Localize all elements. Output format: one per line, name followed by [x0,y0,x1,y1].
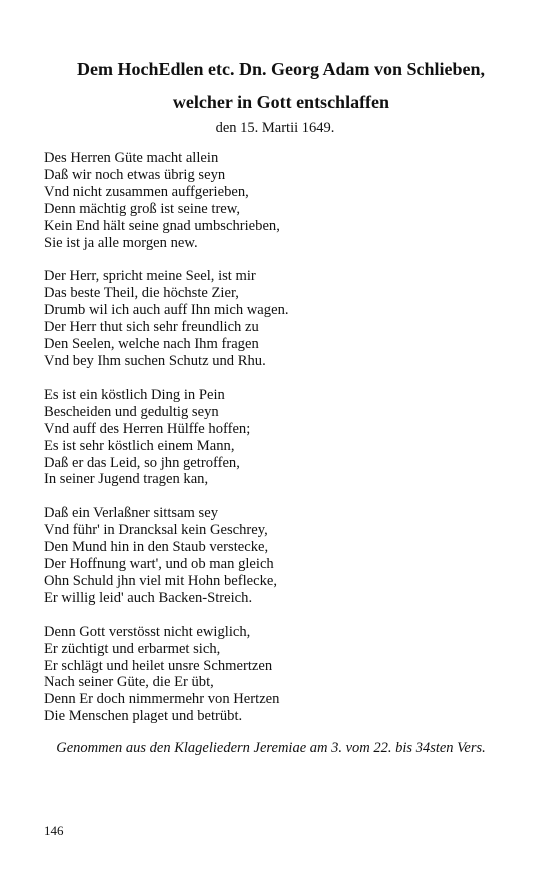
poem-body [44,150,514,742]
verse-line: Der Hoffnung wart', und ob man gleich [44,556,274,573]
verse-line: Es ist sehr köstlich einem Mann, [44,437,235,454]
verse-line: Ohn Schuld jhn viel mit Hohn beflecke, [44,572,278,589]
verse-line: Drumb wil ich auch auff Ihn mich wagen. [44,302,289,319]
verse-line: Der Herr thut sich sehr freundlich zu [44,319,259,336]
verse-line: Des Herren Güte macht allein [44,150,219,166]
verse-line: Der Herr, spricht meine Seel, ist mir [44,268,256,285]
verse-line: Vnd nicht zusammen auffgerieben, [44,183,249,200]
verse-line: Denn mächtig groß ist seine trew, [44,200,241,217]
verse-line: Bescheiden und gedultig seyn [44,403,219,420]
verse-line: Den Seelen, welche nach Ihm fragen [44,336,259,353]
verse-line: Kein End hält seine gnad umbschrieben, [44,217,280,234]
verse-line: Den Mund hin in den Staub verstecke, [44,539,269,556]
page-number: 146 [44,823,64,838]
verse-line: Die Menschen plaget und betrübt. [44,708,243,725]
verse-line: Daß wir noch etwas übrig seyn [44,166,226,183]
stanza [44,624,514,725]
verse-line: Sie ist ja alle morgen new. [44,234,198,251]
poem-title-line-1: Dem HochEdlen etc. Dn. Georg Adam von Schlieben, [77,59,485,79]
verse-line: Denn Er doch nimmermehr von Hertzen [44,691,280,708]
verse-line: Das beste Theil, die höchste Zier, [44,285,239,302]
verse-line: Vnd bey Ihm suchen Schutz und Rhu. [44,352,266,369]
verse-line: Vnd auff des Herren Hülffe hoffen; [44,420,251,437]
poem-title-line-2: welcher in Gott entschlaffen [172,92,390,112]
poem-date: den 15. Martii 1649. [215,120,335,136]
verse-line: Er schlägt und heilet unsre Schmertzen [44,657,273,674]
stanza [44,505,514,606]
verse-line: In seiner Jugend tragen kan, [44,471,209,488]
verse-line: Daß ein Verlaßner sittsam sey [44,505,218,522]
stanza [44,387,514,488]
verse-line: Es ist ein köstlich Ding in Pein [44,386,225,403]
source-note: Genommen aus den Klageliedern Jeremiae am 3. vom 22. bis 34sten Vers. [56,740,486,756]
verse-line: Er willig leid' auch Backen-Streich. [44,589,253,606]
verse-line: Denn Gott verstösst nicht ewiglich, [44,623,251,640]
stanza [44,150,514,251]
verse-line: Er züchtigt und erbarmet sich, [44,640,221,657]
verse-line: Vnd führ' in Drancksal kein Geschrey, [44,522,268,539]
verse-line: Daß er das Leid, so jhn getroffen, [44,454,240,471]
stanza [44,268,514,369]
verse-line: Nach seiner Güte, die Er übt, [44,674,214,691]
